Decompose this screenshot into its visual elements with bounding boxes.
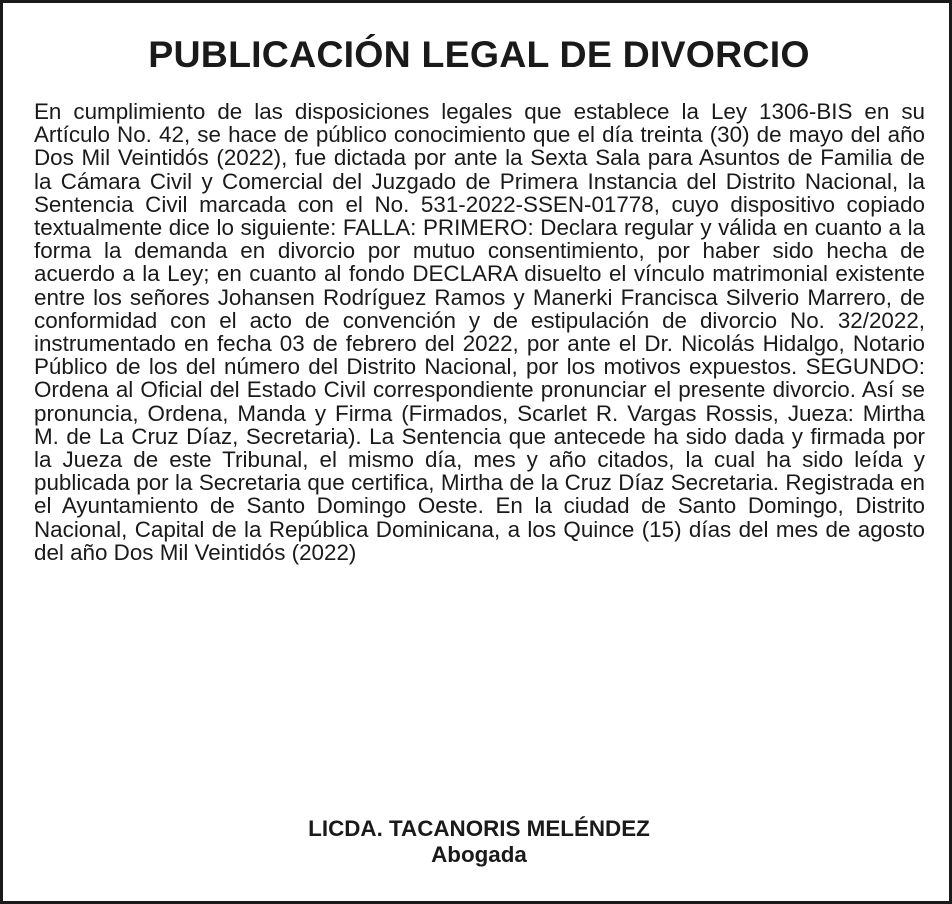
signature-name: LICDA. TACANORIS MELÉNDEZ [308,816,650,841]
notice-title: PUBLICACIÓN LEGAL DE DIVORCIO [148,33,810,75]
signature-block [3,816,952,868]
signature-role: Abogada [431,842,527,867]
notice-body: En cumplimiento de las disposiciones legales que establece la Ley 1306-BIS en su Artículo No. 42, se hace de público conocimiento que el día treinta (30) de mayo del año Dos Mil Veintidós (2022), fue dictada por ante la Sexta Sala para Asuntos de Familia de la Cámara Civil y Comercial del Juzgado de Primera Instancia del Distrito Nacional, la Sentencia Civil marcada con el No. 531-2022-SSEN-01778, cuyo dispositivo copiado textualmente dice lo siguiente: FALLA: PRIMERO: Declara regular y válida en cuanto a la forma la demanda en divorcio por mutuo consentimiento, por haber sido hecha de acuerdo a la Ley; en cuanto al fondo DECLARA disuelto el vínculo matrimonial existente entre los señores Johansen Rodríguez Ramos y Manerki Francisca Silverio Marrero, de conformidad con el acto de convención y de estipulación de divorcio No. 32/2022, instrumentado en fecha 03 de febrero del 2022, por ante el Dr. Nicolás Hidalgo, Notario Público de los del número del Distrito Nacional, por los motivos expuestos. SEGUNDO: Ordena al Oficial del Estado Civil correspondiente pronunciar el presente divorcio. Así se pronuncia, Ordena, Manda y Firma (Firmados, Scarlet R. Vargas Rossis, Jueza: Mirtha M. de La Cruz Díaz, Secretaria). La Sentencia que antecede ha sido dada y firmada por la Jueza de este Tribunal, el mismo día, mes y año citados, la cual ha sido leída y publicada por la Secretaria que certifica, Mirtha de la Cruz Díaz Secretaria. Registrada en el Ayuntamiento de Santo Domingo Oeste. En la ciudad de Santo Domingo, Distrito Nacional, Capital de la República Dominicana, a los Quince (15) días del mes de agosto del año Dos Mil Veintidós (2022) [34,99,925,565]
